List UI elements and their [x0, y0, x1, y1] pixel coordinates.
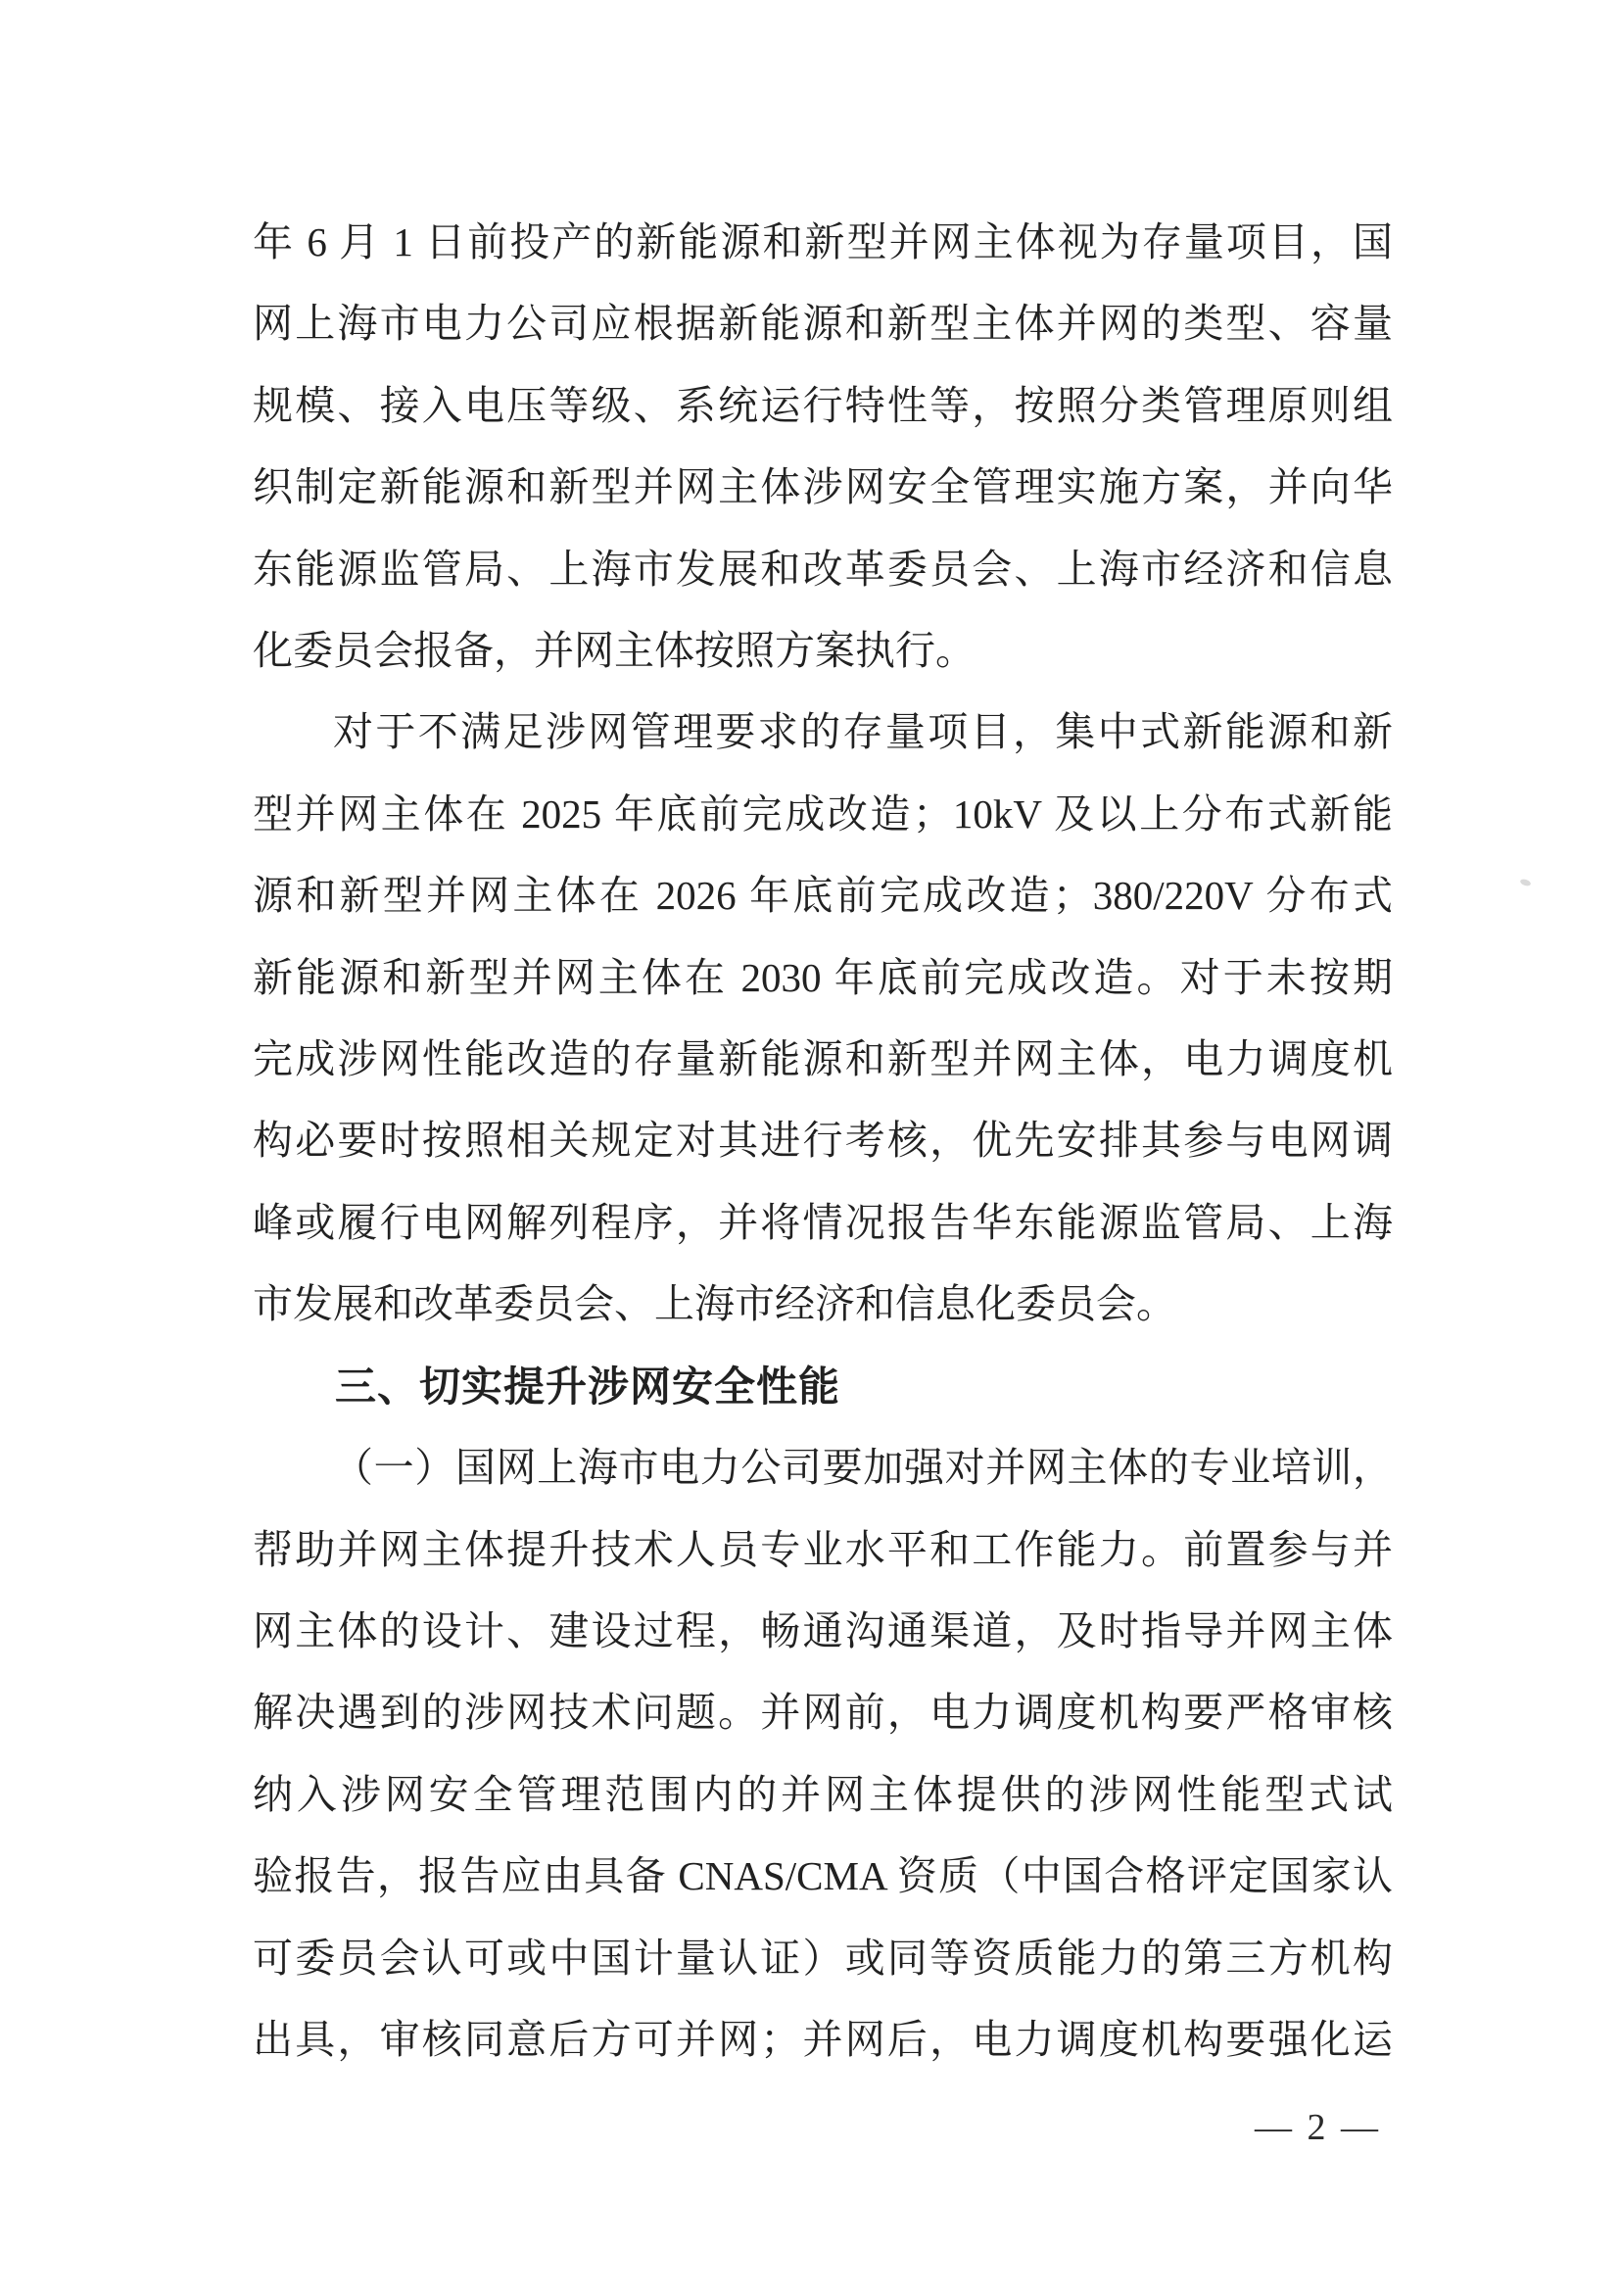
body-text-line: 帮助并网主体提升技术人员专业水平和工作能力。前置参与并 [253, 1526, 1393, 1572]
document-body [253, 202, 1393, 2081]
body-text-line: 织制定新能源和新型并网主体涉网安全管理实施方案，并向华 [253, 464, 1393, 510]
body-text-line: （一）国网上海市电力公司要加强对并网主体的专业培训， [333, 1445, 1393, 1491]
body-text-line: 验报告，报告应由具备 CNAS/CMA 资质（中国合格评定国家认 [253, 1853, 1393, 1899]
body-text-line: 可委员会认可或中国计量认证）或同等资质能力的第三方机构 [253, 1935, 1393, 1981]
body-text-line: 纳入涉网安全管理范围内的并网主体提供的涉网性能型式试 [253, 1771, 1393, 1817]
body-text-line: 峰或履行电网解列程序，并将情况报告华东能源监管局、上海 [253, 1199, 1393, 1245]
section-heading: 三、切实提升涉网安全性能 [335, 1363, 841, 1410]
page-number: — 2 — [1255, 2107, 1381, 2148]
body-text-line: 东能源监管局、上海市发展和改革委员会、上海市经济和信息 [253, 546, 1393, 592]
body-text-line: 型并网主体在 2025 年底前完成改造；10kV 及以上分布式新能 [253, 790, 1393, 837]
body-text-line: 构必要时按照相关规定对其进行考核，优先安排其参与电网调 [253, 1118, 1393, 1164]
body-text-line: 网上海市电力公司应根据新能源和新型主体并网的类型、容量 [253, 301, 1393, 347]
scan-artifact [1519, 878, 1531, 886]
body-text-line: 出具，审核同意后方可并网；并网后，电力调度机构要强化运 [253, 2016, 1393, 2062]
body-text-line: 对于不满足涉网管理要求的存量项目，集中式新能源和新 [333, 709, 1393, 755]
body-text-line: 完成涉网性能改造的存量新能源和新型并网主体，电力调度机 [253, 1036, 1393, 1082]
body-text-line: 规模、接入电压等级、系统运行特性等，按照分类管理原则组 [253, 382, 1393, 428]
body-text-line: 市发展和改革委员会、上海市经济和信息化委员会。 [253, 1281, 1176, 1327]
body-text-line: 解决遇到的涉网技术问题。并网前，电力调度机构要严格审核 [253, 1690, 1393, 1736]
body-text-line: 网主体的设计、建设过程，畅通沟通渠道，及时指导并网主体 [253, 1607, 1393, 1653]
body-text-line: 新能源和新型并网主体在 2030 年底前完成改造。对于未按期 [253, 954, 1393, 1000]
body-text-line: 化委员会报备，并网主体按照方案执行。 [253, 628, 976, 674]
body-text-line: 年 6 月 1 日前投产的新能源和新型并网主体视为存量项目，国 [253, 219, 1393, 264]
body-text-line: 源和新型并网主体在 2026 年底前完成改造；380/220V 分布式 [253, 873, 1393, 919]
